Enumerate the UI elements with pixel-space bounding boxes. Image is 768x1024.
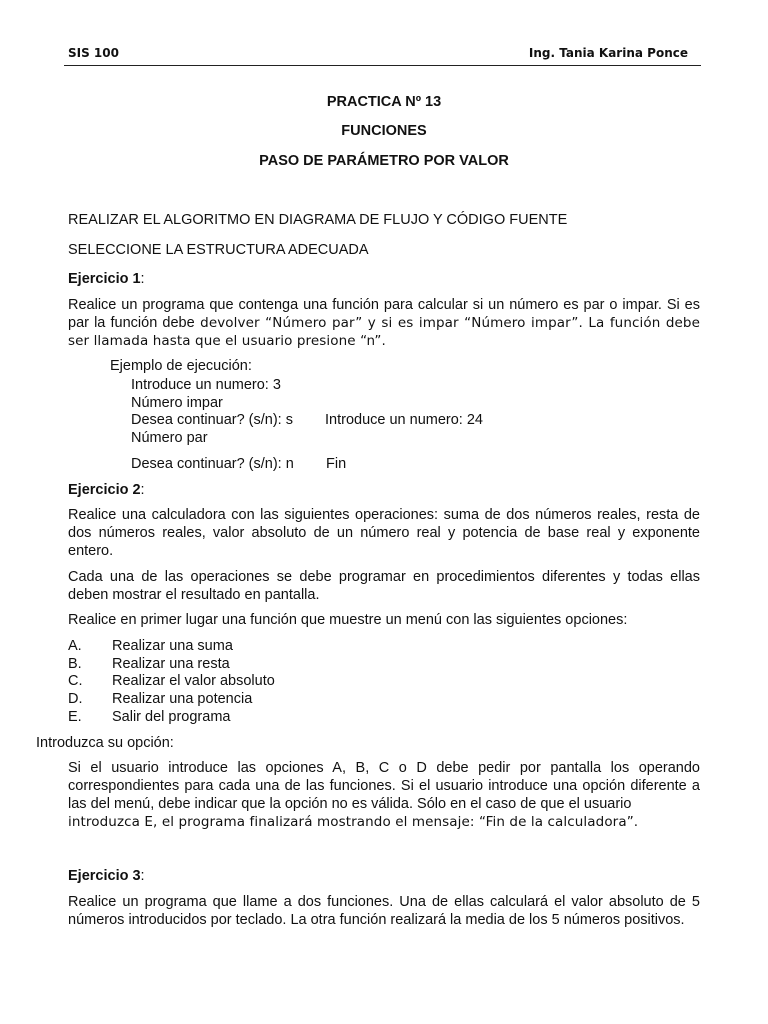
- exercise-1-statement-b: devolver “Número par” y si es impar “Número impar”. La función debe ser llamada hasta que el usuario presione “n”.: [68, 315, 701, 349]
- example-line-4: Número par: [131, 430, 208, 446]
- exercise-2-label: Ejercicio 2: [68, 482, 141, 498]
- menu-option-letter: D.: [68, 691, 83, 707]
- exercise-3-paragraph: Realice un programa que llame a dos funciones. Una de ellas calculará el valor absoluto de 5 números introducidos por teclado. La otra función realizará la media de los 5 números positivos.: [68, 894, 700, 928]
- exercise-1-colon: :: [140, 271, 145, 287]
- exercise-3-label: Ejercicio 3: [68, 868, 141, 884]
- exercise-1-label: Ejercicio 1: [68, 271, 141, 287]
- exercise-2-paragraph-3: Realice en primer lugar una función que muestre un menú con las siguientes opciones:: [68, 612, 628, 628]
- exercise-1-statement-a: Realice un programa que contenga una función para calcular si un número es par o impar. Si es par la función debe: [68, 297, 700, 331]
- menu-option-letter: B.: [68, 656, 82, 672]
- example-line-3: Desea continuar? (s/n): s: [131, 412, 293, 428]
- menu-option-letter: A.: [68, 638, 82, 654]
- exercise-2-paragraph-4-end: introduzca E, el programa finalizará mostrando el mensaje: “Fin de la calculadora”.: [68, 814, 639, 830]
- menu-option-text: Realizar una suma: [112, 638, 233, 654]
- menu-option-letter: C.: [68, 673, 83, 689]
- example-line-1: Introduce un numero: 3: [131, 377, 281, 393]
- menu-option-text: Realizar el valor absoluto: [112, 673, 275, 689]
- topic-title: FUNCIONES: [341, 123, 427, 139]
- menu-option-text: Salir del programa: [112, 709, 231, 725]
- practice-title: PRACTICA Nº 13: [326, 94, 442, 110]
- exercise-2-paragraph-1: Realice una calculadora con las siguientes operaciones: suma de dos números reales, resta de dos números reales, valor absoluto de un número real y potencia de base real y exponente entero.: [68, 507, 700, 559]
- option-prompt: Introduzca su opción:: [36, 735, 174, 751]
- exercise-1-statement: [68, 296, 700, 350]
- example-label: Ejemplo de ejecución:: [110, 358, 252, 374]
- exercise-2-heading: [68, 481, 700, 499]
- instructor-name: Ing. Tania Karina Ponce: [528, 46, 688, 60]
- exercise-3-heading: [68, 867, 700, 885]
- menu-option-letter: E.: [68, 709, 82, 725]
- example-line-3b: Introduce un numero: 24: [325, 412, 483, 428]
- subtopic-title: PASO DE PARÁMETRO POR VALOR: [259, 153, 509, 169]
- example-line-5: Desea continuar? (s/n): n: [131, 456, 294, 472]
- exercise-2-colon: :: [140, 482, 145, 498]
- course-code: SIS 100: [68, 46, 119, 60]
- exercise-3-colon: :: [140, 868, 145, 884]
- header-rule: [64, 65, 701, 66]
- menu-option-text: Realizar una potencia: [112, 691, 253, 707]
- example-line-5b: Fin: [326, 456, 347, 472]
- instruction-1: REALIZAR EL ALGORITMO EN DIAGRAMA DE FLUJO Y CÓDIGO FUENTE: [68, 212, 568, 228]
- example-line-2: Número impar: [131, 395, 223, 411]
- exercise-2-paragraph-2: Cada una de las operaciones se debe programar en procedimientos diferentes y todas ellas deben mostrar el resultado en pantalla.: [68, 569, 700, 603]
- instruction-2: SELECCIONE LA ESTRUCTURA ADECUADA: [68, 242, 369, 258]
- exercise-1-heading: [68, 270, 700, 288]
- menu-option-text: Realizar una resta: [112, 656, 230, 672]
- exercise-2-paragraph-4: Si el usuario introduce las opciones A, B, C o D debe pedir por pantalla los operando correspondientes para cada una de las funciones. Si el usuario introduce una opción diferente a las del menú, debe indicar que la opción no es válida. Sólo en el caso de que el usuario: [68, 760, 700, 812]
